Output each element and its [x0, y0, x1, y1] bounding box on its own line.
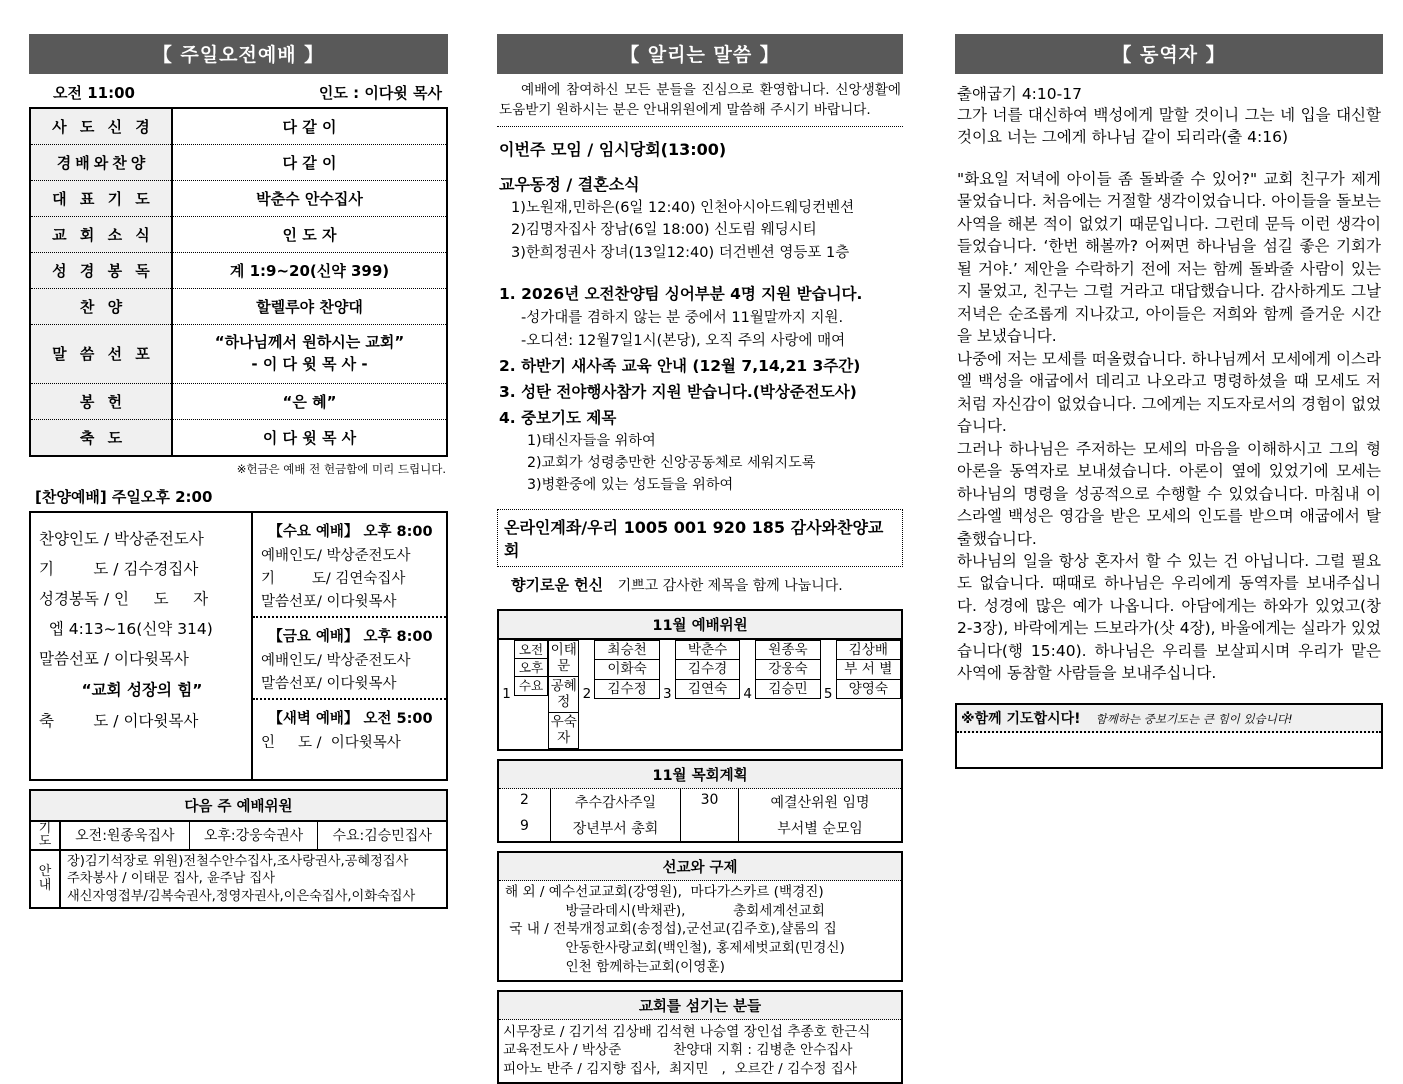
column-left [29, 0, 448, 909]
committee-name-cell: 이태문 [548, 640, 579, 677]
afternoon-sermon-title: “교회 성장의 힘” [81, 680, 203, 699]
mission-line: 방글라데시(박채관), 총회세계선교회 [505, 902, 825, 919]
offering-line [497, 567, 903, 595]
committee-name-column [836, 640, 901, 749]
afternoon-service-title: [찬양예배] 주일오후 2:00 [35, 487, 213, 506]
worship-order-label: 봉 헌 [30, 383, 172, 419]
worship-order-row [30, 108, 447, 145]
worship-order-value: 박춘수 안수집사 [172, 181, 447, 217]
prayer-committee-cell: 오전:원종욱집사 [61, 822, 190, 849]
service-time-row [29, 74, 448, 107]
devotional-paragraph: 하나님의 일을 항상 혼자서 할 수 있는 건 아닙니다. 그럴 필요도 없습니다. 때때로 하나님은 우리에게 동역자를 보내주십니다. 성경에 많은 예가 나옵니다. 아담에게는 하와가 있었고(창 2-3장), 바락에게는 드보라가(삿 4장), 바울에게는 실라가 있었습니다(행 15:40). 하나님은 우리를 보살피시며 우리가 맡은 사역에 동참할 사람들을 보내주십니다. [957, 551, 1381, 683]
worship-order-label: 찬 양 [30, 289, 172, 325]
worship-order-table [29, 107, 448, 457]
afternoon-service-line: 성경봉독 / 인 도 자 [39, 589, 209, 608]
service-leader: 인도 : 이다윗 목사 [318, 84, 442, 102]
worship-order-label: 대 표 기 도 [30, 181, 172, 217]
column-middle [497, 0, 903, 1084]
plan-date [681, 815, 739, 841]
guide-side-label: 안 내 [31, 851, 61, 907]
worship-order-value: 다 같 이 [172, 145, 447, 181]
welcome-text: 예배에 참여하신 모든 분들을 진심으로 환영합니다. 신앙생활에 도움받기 원하시는 분은 안내위원에게 말씀해 주시기 바랍니다. [497, 74, 903, 127]
committee-name-column [755, 640, 820, 749]
committee-name-cell: 원종욱 [755, 640, 820, 661]
worship-order-label: 경배와찬양 [30, 145, 172, 181]
mission-header: 선교와 구제 [499, 853, 901, 881]
announcement-detail: -오디션: 12월7일1시(본당), 오직 주의 사랑에 매여 [521, 332, 846, 349]
plan-event: 부서별 순모임 [777, 820, 863, 837]
worship-order-label: 말 씀 선 포 [30, 325, 172, 384]
announcement-subitem: 2)교회가 성령충만한 신앙공동체로 세워지도록 [527, 454, 816, 471]
committee-group-index: 5 [823, 686, 833, 703]
offering-title: 향기로운 헌신 [511, 575, 604, 594]
prayer-box-subtitle: 함께하는 중보기도는 큰 힘이 있습니다! [1095, 711, 1293, 726]
november-committee-table [497, 609, 903, 751]
afternoon-service-line: 말씀선포 / 이다윗목사 [39, 649, 189, 668]
afternoon-service-line: 엡 4:13~16(신약 314) [39, 619, 213, 638]
november-plan-table [497, 759, 903, 843]
announcement-heading: 1. 2026년 오전찬양팀 싱어부분 4명 지원 받습니다. [499, 284, 863, 303]
left-section-header: 【 주일오전예배 】 [29, 34, 448, 74]
mission-line: 인천 함께하는교회(이영훈) [505, 958, 725, 975]
prayer-committee-cell: 수요:김승민집사 [332, 827, 432, 844]
afternoon-service-line: 찬양인도 / 박상준전도사 [39, 529, 204, 548]
afternoon-service-wrap [29, 511, 448, 781]
prayer-side-label: 기 도 [31, 822, 61, 849]
worship-order-value: 이 다 윗 목 사 [262, 428, 357, 447]
worship-order-row [30, 181, 447, 217]
mission-line: 국 내 / 전북개정교회(송정섭),군선교(김주호),샬롬의 집 [505, 921, 837, 938]
devotional-paragraph: "화요일 저녁에 아이들 좀 돌봐줄 수 있어?" 교회 친구가 제게 물었습니다. 처음에는 거절할 생각이었습니다. 아이들을 돌보는 사역을 해본 적이 없었기 때문입니다. 그런데 문득 이런 생각이 들었습니다. ‘한번 해볼까? 어쩌면 하나님을 섬길 좋은 기회가 될 거야.’ 제안을 수락하기 전에 저는 함께 돌봐줄 사람이 있는지 물었고, 친구는 그럴 거라고 대답했습니다. 감사하게도 그날 저녁은 순조롭게 지나갔고, 아이들은 저희와 함께 즐거운 시간을 보냈습니다. [957, 170, 1381, 346]
worship-order-label: 성 경 봉 독 [30, 253, 172, 289]
middle-section-header: 【 알리는 말씀 】 [497, 34, 903, 74]
servant-line: 교육전도사 / 박상준 찬양대 지휘 : 김병춘 안수집사 [503, 1042, 853, 1059]
prayer-committee-cell: 오후:강웅숙권사 [190, 822, 319, 849]
scripture-text: 그가 너를 대신하여 백성에게 말할 것이니 그는 네 입을 대신할 것이요 너는 그에게 하나님 같이 되리라(출 4:16) [957, 106, 1381, 146]
prayer-box [955, 703, 1383, 769]
right-section-header: 【 동역자 】 [955, 34, 1383, 74]
committee-name-column [594, 640, 659, 749]
mission-line: 해 외 / 예수선교교회(강영원), 마다가스카르 (백경진) [505, 883, 824, 900]
prayer-box-title: ※함께 기도합시다! [961, 710, 1081, 727]
worship-order-label: 축 도 [30, 419, 172, 456]
announcement-heading: 3. 성탄 전야행사참가 지원 받습니다.(박상준전도사) [499, 382, 857, 401]
weekday-service-block [253, 698, 446, 757]
plan-row [499, 815, 901, 841]
weekday-services [253, 513, 446, 779]
service-time: 오전 11:00 [53, 84, 135, 102]
committee-group [740, 640, 820, 749]
devotional-paragraph: 나중에 저는 모세를 떠올렸습니다. 하나님께서 모세에게 이스라엘 백성을 애굽에서 데리고 나오라고 명령하셨을 때 모세도 저처럼 자신감이 없었습니다. 그에게는 지도자로서의 경험이 없었습니다. [957, 349, 1381, 436]
worship-order-value: 계 1:9~20(신약 399) [172, 253, 447, 289]
plan-event: 장년부서 총회 [551, 815, 681, 841]
committee-group-index: 4 [743, 686, 753, 703]
next-week-header: 다음 주 예배위원 [31, 791, 446, 822]
offering-note: ※헌금은 예배 전 헌금함에 미리 드립니다. [236, 461, 446, 476]
servant-line: 시무장로 / 김기석 김상배 김석현 나승열 장인섭 추종호 한근식 [503, 1023, 871, 1040]
weekday-service-row: 기 도/ 김연숙집사 [261, 570, 406, 587]
committee-group-index: 3 [663, 686, 672, 703]
committee-name-cell: 김승민 [755, 680, 820, 700]
worship-order-row [30, 419, 447, 456]
mission-line: 안동한사랑교회(백인철), 홍제세벗교회(민경신) [505, 940, 845, 957]
news-item: 1)노원재,민하은(6일 12:40) 인천아시아드웨딩컨벤션 [511, 199, 855, 216]
next-week-guide-row [31, 851, 446, 907]
committee-name-cell: 최승천 [594, 640, 659, 661]
announcement-heading: 2. 하반기 새사족 교육 안내 (12월 7,14,21 3주간) [499, 356, 861, 375]
devotional-spacer [955, 148, 1383, 168]
online-account-box: 온라인계좌/우리 1005 001 920 185 감사와찬양교회 [497, 509, 903, 567]
committee-group [660, 640, 740, 749]
news-item: 2)김명자집사 장남(6일 18:00) 신도림 웨딩시티 [511, 222, 817, 239]
plan-date: 30 [681, 789, 739, 815]
worship-order-row [30, 145, 447, 181]
committee-name-cell: 김수경 [675, 660, 740, 680]
servants-header: 교회를 섬기는 분들 [499, 992, 901, 1020]
worship-order-row [30, 253, 447, 289]
weekday-service-title: 【수요 예배】 오후 8:00 [268, 523, 433, 540]
servants-table [497, 990, 903, 1084]
announcement-subitem: 1)태신자들을 위하여 [527, 432, 656, 449]
weekday-service-title: 【금요 예배】 오후 8:00 [268, 628, 433, 645]
committee-name-cell: 김상배 [836, 640, 901, 661]
worship-order-row [30, 383, 447, 419]
next-week-committee [29, 789, 448, 910]
worship-order-row [30, 325, 447, 384]
weekday-service-block [253, 616, 446, 698]
meeting-heading: 이번주 모임 / 임시당회(13:00) [499, 139, 727, 159]
committee-name-cell: 우숙자 [548, 713, 579, 749]
guide-committee-line: 주차봉사 / 이태문 집사, 윤주남 집사 [67, 871, 275, 887]
plan-date: 9 [499, 815, 551, 841]
committee-group-index: 2 [582, 686, 592, 703]
worship-order-label: 사 도 신 경 [30, 108, 172, 145]
prayer-box-header [957, 705, 1381, 733]
worship-order-row [30, 289, 447, 325]
guide-committee-line: 새신자영접부/김복숙권사,정영자권사,이은숙집사,이화숙집사 [67, 888, 416, 904]
devotional-paragraph: 그러나 하나님은 주저하는 모세의 마음을 이해하시고 그의 형 아론을 동역자로 보내셨습니다. 아론이 옆에 있었기에 모세는 하나님의 명령을 성공적으로 수행할 수 있었습니다. 마침내 이스라엘 백성은 영감을 받은 모세의 인도를 받으며 애굽에서 탈출했습니다. [957, 439, 1381, 548]
committee-group [499, 640, 579, 749]
weekday-service-row: 예배인도/ 박상준전도사 [261, 652, 411, 669]
committee-name-cell: 강웅숙 [755, 660, 820, 680]
weekday-service-row: 말씀선포/ 이다윗목사 [261, 675, 397, 692]
committee-name-cell: 김연숙 [675, 680, 740, 700]
news-item: 3)한희정권사 장녀(13일12:40) 더건벤션 영등포 1층 [511, 244, 850, 261]
mission-table [497, 851, 903, 982]
guide-committee-line: 장)김기석장로 위원)전철수안수집사,조사랑권사,공혜정집사 [67, 853, 409, 869]
committee-name-cell: 이화숙 [594, 660, 659, 680]
worship-order-row [30, 217, 447, 253]
weekday-service-title: 【새벽 예배】 오전 5:00 [268, 710, 433, 727]
plan-event: 예결산위원 임명 [770, 794, 870, 811]
column-right [955, 0, 1383, 769]
committee-group [579, 640, 659, 749]
scripture-reference: 출애굽기 4:10-17 [957, 85, 1082, 103]
committee-time-cell: 오전 [514, 640, 548, 659]
plan-row [499, 789, 901, 815]
afternoon-benediction: 축 도 / 이다윗목사 [39, 711, 199, 730]
announcement-subitem: 3)병환중에 있는 성도들을 위하여 [527, 476, 734, 493]
servant-line: 피아노 반주 / 김지향 집사, 최지민 , 오르간 / 김수정 집사 [503, 1060, 858, 1077]
plan-date: 2 [499, 789, 551, 815]
next-week-prayer-row [31, 822, 446, 851]
committee-name-cell: 김수정 [594, 680, 659, 700]
announcement-detail: -성가대를 겸하지 않는 분 중에서 11월말까지 지원. [521, 309, 844, 326]
committee-group-index: 1 [502, 686, 511, 703]
weekday-service-row: 인 도 / 이다윗목사 [261, 734, 401, 751]
worship-order-value: “은 혜” [172, 383, 447, 419]
weekday-service-row: 예배인도/ 박상준전도사 [261, 547, 411, 564]
committee-name-cell: 박춘수 [675, 640, 740, 661]
committee-time-column [514, 640, 548, 749]
committee-name-cell: 공혜정 [548, 677, 579, 713]
news-heading: 교우동정 / 결혼소식 [499, 174, 640, 194]
committee-time-cell: 수요 [514, 677, 548, 695]
committee-group [821, 640, 901, 749]
committee-name-column [548, 640, 579, 749]
committee-name-cell: 부 서 별 [836, 660, 901, 680]
worship-order-value: “하나님께서 원하시는 교회” - 이 다 윗 목 사 - [172, 325, 447, 384]
plan-event: 추수감사주일 [551, 789, 681, 815]
committee-name-cell: 양영숙 [836, 680, 901, 700]
offering-desc: 기쁘고 감사한 제목을 함께 나눕니다. [617, 577, 843, 594]
afternoon-service-line: 기 도 / 김수경집사 [39, 559, 199, 578]
worship-order-label: 교 회 소 식 [30, 217, 172, 253]
weekday-service-row: 말씀선포/ 이다윗목사 [261, 593, 397, 610]
worship-order-value: 할렐루야 찬양대 [172, 289, 447, 325]
worship-order-value: 다 같 이 [172, 108, 447, 145]
afternoon-service-left [31, 513, 253, 779]
announcement-heading: 4. 중보기도 제목 [499, 408, 617, 427]
worship-order-value: 인 도 자 [172, 217, 447, 253]
committee-time-cell: 오후 [514, 659, 548, 677]
november-plan-header: 11월 목회계획 [499, 761, 901, 789]
november-committee-header: 11월 예배위원 [499, 611, 901, 640]
committee-name-column [675, 640, 740, 749]
weekday-service-block [253, 513, 446, 616]
